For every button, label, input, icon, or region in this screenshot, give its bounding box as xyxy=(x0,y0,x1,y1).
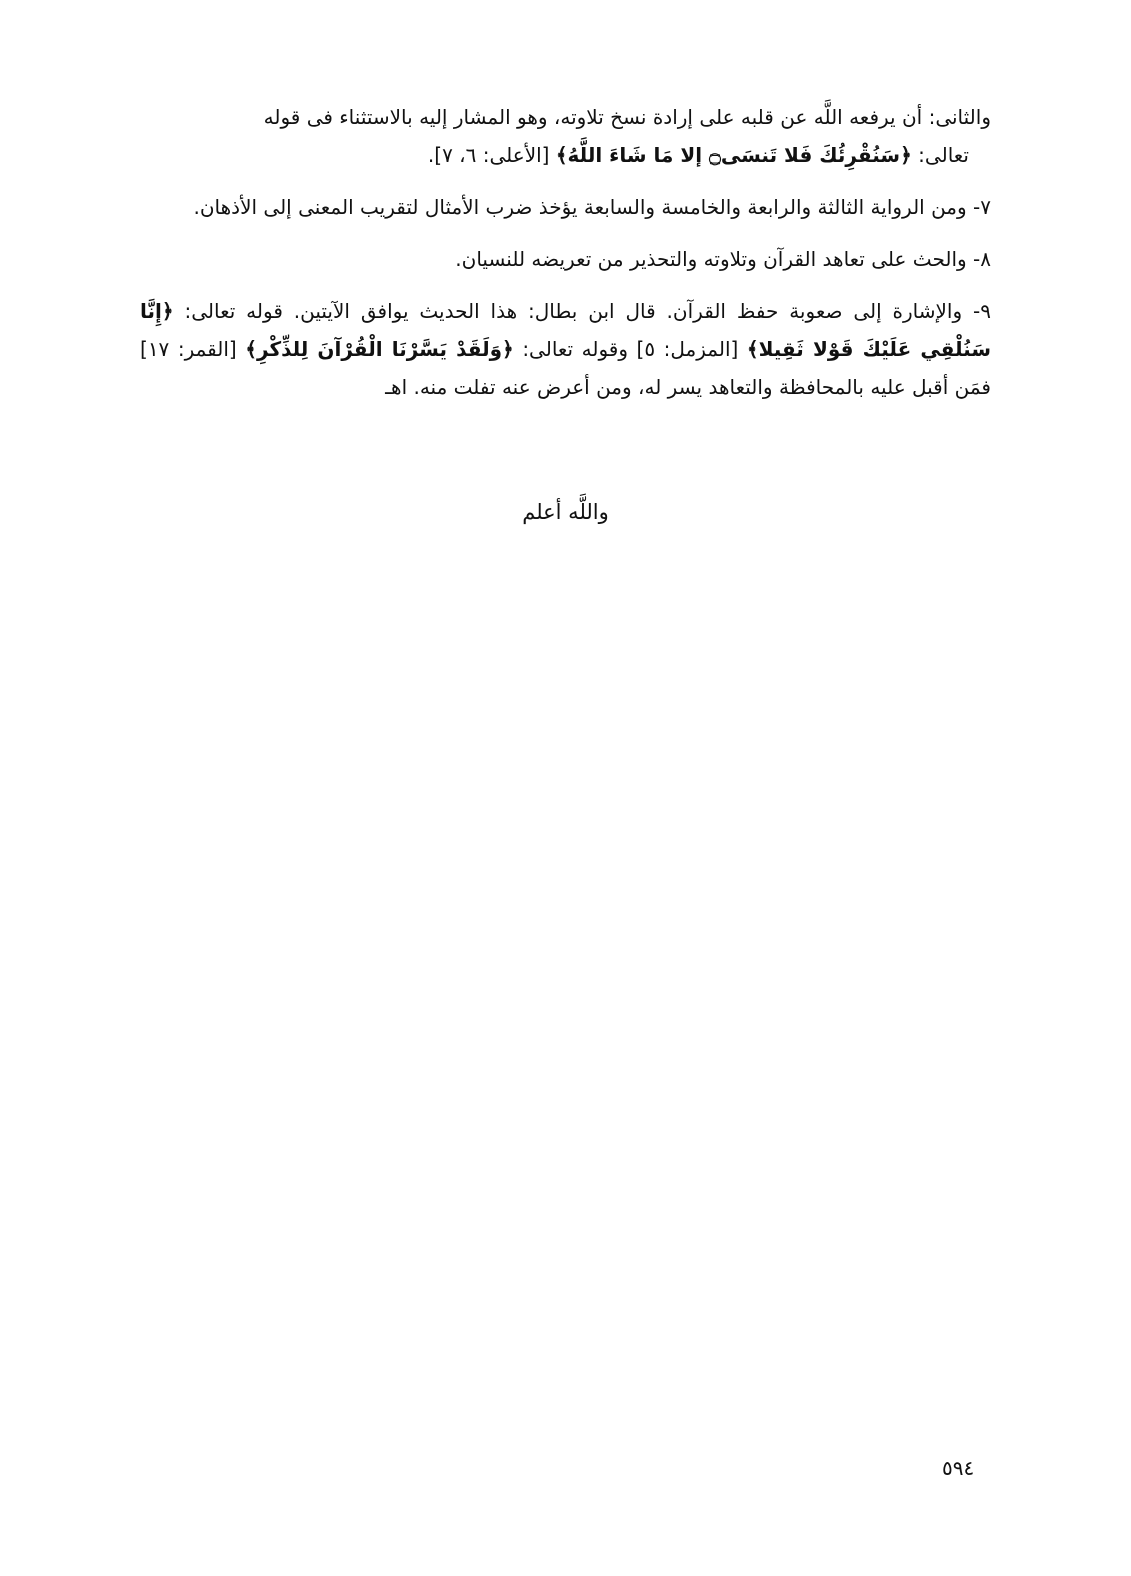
paragraph-line: والثانى: أن يرفعه اللَّه عن قلبه على إرادة نسخ تلاوته، وهو المشار إليه بالاستثناء فى قوله xyxy=(263,105,991,129)
paragraph-second-point xyxy=(140,98,991,174)
verse-citation: [القمر: ١٧] فمَن أقبل عليه بالمحافظة والتعاهد يسر له، ومن أعرض عنه تفلت منه. اهـ xyxy=(140,337,991,399)
paragraph-point-7 xyxy=(140,188,991,226)
paragraph-continuation xyxy=(140,136,991,174)
verse-citation: [الأعلى: ٦، ٧]. xyxy=(427,143,556,167)
closing-phrase: واللَّه أعلم xyxy=(522,500,609,524)
page-number: ٥٩٤ xyxy=(942,1456,975,1480)
paragraph-text: تعالى: xyxy=(911,143,969,167)
paragraph-text: ٨- والحث على تعاهد القرآن وتلاوته والتحذير من تعريضه للنسيان. xyxy=(455,247,991,271)
paragraph-text: ٩- والإشارة إلى صعوبة حفظ القرآن. قال ابن بطال: هذا الحديث يوافق الآيتين. قوله تعالى: xyxy=(173,299,991,323)
quran-verse: ﴿وَلَقَدْ يَسَّرْنَا الْقُرْآنَ لِلذِّكْرِ﴾ xyxy=(245,337,514,361)
paragraph-text: ٧- ومن الرواية الثالثة والرابعة والخامسة والسابعة يؤخذ ضرب الأمثال لتقريب المعنى إلى الأذهان. xyxy=(193,195,991,219)
paragraph-point-9 xyxy=(140,292,991,406)
quran-verse: ﴿سَنُقْرِئُكَ فَلا تَنسَى۝ إلا مَا شَاءَ اللَّهُ﴾ xyxy=(555,143,912,167)
quran-verse: ﴿إِنَّا سَنُلْقِي عَلَيْكَ قَوْلا ثَقِيلا﴾ xyxy=(140,299,991,361)
main-text xyxy=(140,98,991,420)
paragraph-point-8 xyxy=(140,240,991,278)
verse-citation: [المزمل: ٥] وقوله تعالى: xyxy=(513,337,747,361)
